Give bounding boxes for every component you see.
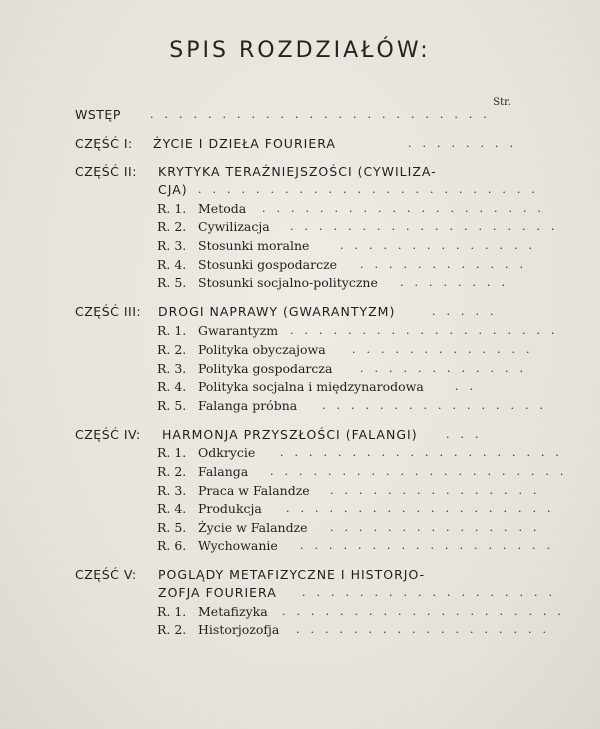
chapter-title: Odkrycie (198, 445, 256, 460)
leader-dots: .................... (262, 202, 552, 215)
chapter-number: R. 2. (157, 622, 187, 637)
chapter-number: R. 4. (157, 501, 187, 516)
chapter-title: Wychowanie (198, 538, 278, 553)
chapter-number: R. 4. (157, 379, 187, 394)
leader-dots: ............. (352, 343, 541, 356)
leader-dots: .............. (340, 239, 543, 252)
part-title: ŻYCIE I DZIEŁA FOURIERA (153, 136, 336, 151)
chapter-title: Falanga (198, 464, 249, 479)
chapter-number: R. 1. (157, 201, 187, 216)
chapter-number: R. 3. (157, 238, 187, 253)
chapter-title: Stosunki socjalno-polityczne (198, 275, 378, 290)
part-title-continued: ZOFJA FOURIERA (158, 585, 277, 600)
leader-dots: .................. (302, 586, 563, 599)
part-label: CZĘŚĆ I: (75, 136, 133, 151)
leader-dots: ............ (360, 362, 534, 375)
part-title: HARMONJA PRZYSZŁOŚCI (FALANGI) (162, 427, 418, 442)
intro-label: WSTĘP (75, 107, 121, 122)
page-column-header: Str. (493, 97, 511, 108)
chapter-title: Metoda (198, 201, 247, 216)
part-title: KRYTYKA TERAŹNIEJSZOŚCI (CYWILIZA- (158, 164, 437, 179)
chapter-number: R. 2. (157, 219, 187, 234)
chapter-title: Metafizyka (198, 604, 268, 619)
chapter-title: Produkcja (198, 501, 262, 516)
chapter-title: Stosunki moralne (198, 238, 310, 253)
chapter-number: R. 6. (157, 538, 187, 553)
leader-dots: ................ (322, 399, 554, 412)
chapter-number: R. 1. (157, 445, 187, 460)
leader-dots: .................... (282, 605, 572, 618)
leader-dots: .................. (300, 539, 561, 552)
chapter-title: Gwarantyzm (198, 323, 279, 338)
part-label: CZĘŚĆ III: (75, 304, 142, 319)
chapter-number: R. 5. (157, 398, 187, 413)
leader-dots: ........................ (150, 108, 498, 121)
leader-dots: ..................... (270, 465, 575, 478)
chapter-number: R. 1. (157, 604, 187, 619)
chapter-number: R. 4. (157, 257, 187, 272)
leader-dots: ............ (360, 258, 534, 271)
chapter-number: R. 3. (157, 483, 187, 498)
chapter-number: R. 2. (157, 342, 187, 357)
leader-dots: ..... (432, 305, 505, 318)
part-title: DROGI NAPRAWY (GWARANTYZM) (158, 304, 396, 319)
part-label: CZĘŚĆ IV: (75, 427, 141, 442)
chapter-number: R. 1. (157, 323, 187, 338)
chapter-number: R. 2. (157, 464, 187, 479)
part-label: CZĘŚĆ V: (75, 567, 137, 582)
chapter-number: R. 5. (157, 275, 187, 290)
leader-dots: .................... (280, 446, 570, 459)
page-title: SPIS ROZDZIAŁÓW: (169, 38, 431, 63)
chapter-title: Falanga próbna (198, 398, 298, 413)
part-label: CZĘŚĆ II: (75, 164, 137, 179)
chapter-title: Historjozofja (198, 622, 280, 637)
chapter-title: Życie w Falandze (198, 520, 308, 535)
leader-dots: ... (446, 428, 490, 441)
chapter-title: Polityka gospodarcza (198, 361, 333, 376)
chapter-title: Stosunki gospodarcze (198, 257, 338, 272)
leader-dots: ................... (286, 502, 562, 515)
chapter-title: Polityka obyczajowa (198, 342, 326, 357)
leader-dots: ................... (290, 220, 566, 233)
part-title: POGLĄDY METAFIZYCZNE I HISTORJO- (158, 567, 426, 582)
part-title-continued: CJA) (158, 182, 188, 197)
leader-dots: ........ (408, 137, 524, 150)
chapter-number: R. 3. (157, 361, 187, 376)
leader-dots: .................. (296, 623, 557, 636)
leader-dots: ........................ (198, 183, 546, 196)
chapter-title: Praca w Falandze (198, 483, 310, 498)
leader-dots: .. (455, 380, 484, 393)
leader-dots: ........ (400, 276, 516, 289)
leader-dots: ............... (330, 484, 548, 497)
chapter-title: Polityka socjalna i międzynarodowa (198, 379, 424, 394)
chapter-title: Cywilizacja (198, 219, 270, 234)
leader-dots: ............... (330, 521, 548, 534)
leader-dots: ................... (290, 324, 566, 337)
chapter-number: R. 5. (157, 520, 187, 535)
